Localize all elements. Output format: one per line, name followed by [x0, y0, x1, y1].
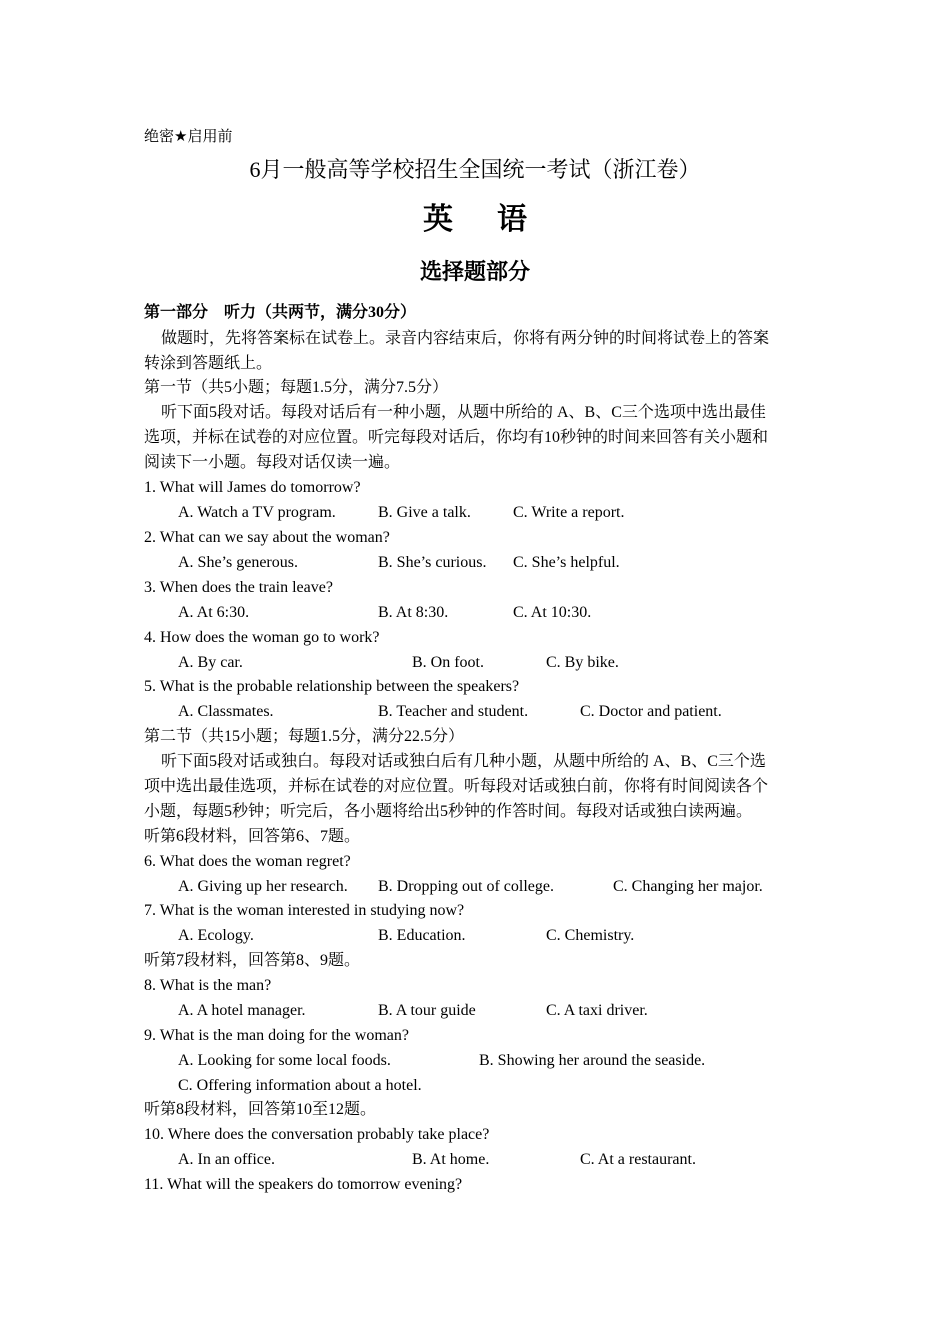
confidential-label: 绝密★启用前 — [144, 127, 233, 145]
q6-option-a: A. Giving up her research. — [178, 878, 348, 895]
q1-option-a: A. Watch a TV program. — [178, 504, 336, 521]
q2-option-a: A. She’s generous. — [178, 554, 298, 571]
q4-option-c: C. By bike. — [546, 654, 619, 671]
part1-heading: 第一部分 听力（共两节，满分30分） — [144, 304, 417, 321]
q10-option-a: A. In an office. — [178, 1151, 275, 1168]
section1-instruction-line3: 阅读下一小题。每段对话仅读一遍。 — [144, 454, 401, 471]
part1-intro-line1: 做题时，先将答案标在试卷上。录音内容结束后，你将有两分钟的时间将试卷上的答案 — [161, 330, 770, 347]
material-8-note: 听第8段材料，回答第10至12题。 — [144, 1101, 377, 1118]
q7-option-a: A. Ecology. — [178, 927, 254, 944]
q5-option-a: A. Classmates. — [178, 703, 274, 720]
q3-option-b: B. At 8:30. — [378, 604, 449, 621]
q2-option-b: B. She’s curious. — [378, 554, 487, 571]
q6-option-b: B. Dropping out of college. — [378, 878, 554, 895]
q4-option-b: B. On foot. — [412, 654, 484, 671]
section1-instruction-line2: 选项，并标在试卷的对应位置。听完每段对话后，你均有10秒钟的时间来回答有关小题和 — [144, 429, 769, 446]
section2-instruction-line2: 项中选出最佳选项，并标在试卷的对应位置。听每段对话或独白前，你将有时间阅读各个 — [144, 778, 769, 795]
q3-option-a: A. At 6:30. — [178, 604, 250, 621]
question-2: 2. What can we say about the woman? — [144, 529, 390, 546]
q7-option-c: C. Chemistry. — [546, 927, 635, 944]
q10-option-b: B. At home. — [412, 1151, 490, 1168]
question-9: 9. What is the man doing for the woman? — [144, 1027, 409, 1044]
q4-option-a: A. By car. — [178, 654, 243, 671]
q1-option-b: B. Give a talk. — [378, 504, 471, 521]
section2-instruction-line1: 听下面5段对话或独白。每段对话或独白后有几种小题，从题中所给的 A、B、C三个选 — [161, 753, 766, 770]
question-8: 8. What is the man? — [144, 977, 272, 994]
question-7: 7. What is the woman interested in studying now? — [144, 902, 465, 919]
question-10: 10. Where does the conversation probably take place? — [144, 1126, 490, 1143]
section-title: 选择题部分 — [419, 260, 530, 285]
question-4: 4. How does the woman go to work? — [144, 629, 380, 646]
q10-option-c: C. At a restaurant. — [580, 1151, 696, 1168]
section2-heading: 第二节（共15小题；每题1.5分，满分22.5分） — [144, 728, 465, 745]
q9-option-c: C. Offering information about a hotel. — [178, 1077, 422, 1094]
q9-option-a: A. Looking for some local foods. — [178, 1052, 391, 1069]
section1-heading: 第一节（共5小题；每题1.5分，满分7.5分） — [144, 379, 449, 396]
exam-title: 6月一般高等学校招生全国统一考试（浙江卷） — [249, 157, 701, 182]
section2-instruction-line3: 小题，每题5秒钟；听完后，各小题将给出5秒钟的作答时间。每段对话或独白读两遍。 — [144, 803, 753, 820]
question-1: 1. What will James do tomorrow? — [144, 479, 361, 496]
section1-instruction-line1: 听下面5段对话。每段对话后有一种小题，从题中所给的 A、B、C三个选项中选出最佳 — [161, 404, 766, 421]
q5-option-c: C. Doctor and patient. — [580, 703, 722, 720]
q8-option-b: B. A tour guide — [378, 1002, 476, 1019]
q6-option-c: C. Changing her major. — [613, 878, 763, 895]
question-5: 5. What is the probable relationship between the speakers? — [144, 678, 520, 695]
question-3: 3. When does the train leave? — [144, 579, 333, 596]
q7-option-b: B. Education. — [378, 927, 466, 944]
q2-option-c: C. She’s helpful. — [513, 554, 620, 571]
q9-option-b: B. Showing her around the seaside. — [479, 1052, 706, 1069]
material-6-note: 听第6段材料，回答第6、7题。 — [144, 828, 361, 845]
question-11: 11. What will the speakers do tomorrow evening? — [144, 1176, 463, 1193]
part1-intro-line2: 转涂到答题纸上。 — [144, 355, 273, 372]
q5-option-b: B. Teacher and student. — [378, 703, 529, 720]
q8-option-c: C. A taxi driver. — [546, 1002, 648, 1019]
q8-option-a: A. A hotel manager. — [178, 1002, 306, 1019]
q3-option-c: C. At 10:30. — [513, 604, 592, 621]
subject-title: 英语 — [423, 202, 571, 237]
material-7-note: 听第7段材料，回答第8、9题。 — [144, 952, 361, 969]
question-6: 6. What does the woman regret? — [144, 853, 351, 870]
q1-option-c: C. Write a report. — [513, 504, 625, 521]
